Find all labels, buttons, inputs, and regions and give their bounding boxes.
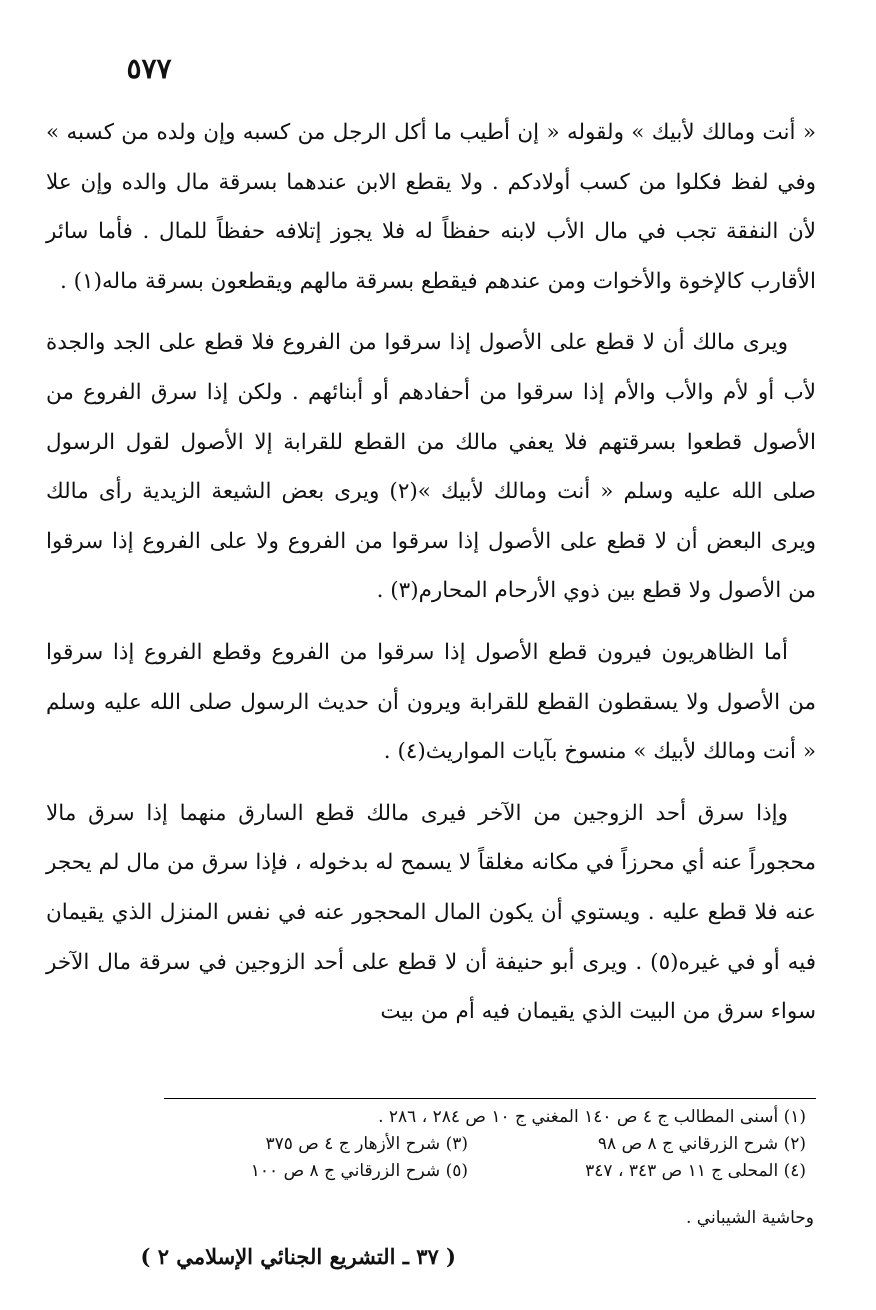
paragraph: « أنت ومالك لأبيك » ولقوله « إن أطيب ما أكل الرجل من كسبه وإن ولده من كسبه » وفي لفظ فكلوا من كسب أولادكم . ولا يقطع الابن عندهما بسرقة مال والده وإن علا لأن النفقة تجب في مال الأب لابنه حفظاً له فلا يجوز إتلافه حفظاً للمال . فأما سائر الأقارب كالإخوة والأخوات ومن عندهم فيقطع بسرقة مالهم ويقطعون بسرقة ماله(١) . [46,120,816,294]
footnote-4: (٤) المحلى ج ١١ ص ٣٤٣ ، ٣٤٧ [585,1161,806,1181]
footnote-1: (١) أسنى المطالب ج ٤ ص ١٤٠ المغني ج ١٠ ص ٢٨٤ ، ٢٨٦ . [378,1107,806,1127]
paragraph: ويرى مالك أن لا قطع على الأصول إذا سرقوا من الفروع فلا قطع على الجد والجدة لأب أو لأم والأب والأم إذا سرقوا من أحفادهم أو أبنائهم . ولكن إذا سرق الفروع من الأصول قطعوا بسرقتهم فلا يعفي مالك من القطع للقرابة إلا الأصول لقول الرسول صلى الله عليه وسلم « أنت ومالك لأبيك »(٢) ويرى بعض الشيعة الزيدية رأى مالك ويرى البعض أن لا قطع على الأصول إذا سرقوا من الفروع ولا على الفروع إذا سرقوا من الأصول ولا قطع بين ذوي الأرحام المحارم(٣) . [46,330,816,604]
paragraph: وإذا سرق أحد الزوجين من الآخر فيرى مالك قطع السارق منهما إذا سرق مالا محجوراً عنه أي محرزاً في مكانه مغلقاً لا يسمح له بدخوله ، فإذا سرق من مال لم يحجر عنه فلا قطع عليه . ويستوي أن يكون المال المحجور عنه في نفس المنزل الذي يقيمان فيه أو في غيره(٥) . ويرى أبو حنيفة أن لا قطع على أحد الزوجين في سرقة مال الآخر سواء سرق من البيت الذي يقيمان فيه أم من بيت [46,800,816,1025]
footnotes [130,1104,806,1185]
footnote-row [130,1158,806,1185]
footnote-row [130,1131,806,1158]
paragraph: أما الظاهريون فيرون قطع الأصول إذا سرقوا من الفروع وقطع الفروع إذا سرقوا من الأصول ولا يسقطون القطع للقرابة ويرون أن حديث الرسول صلى الله عليه وسلم « أنت ومالك لأبيك » منسوخ بآيات المواريث(٤) . [46,639,816,765]
footnote-5: (٥) شرح الزرقاني ج ٨ ص ١٠٠ [250,1161,468,1181]
footnote-2: (٢) شرح الزرقاني ج ٨ ص ٩٨ [597,1134,806,1154]
footnote-4-continuation: وحاشية الشيباني . [685,1208,814,1228]
body-text [46,108,816,1037]
running-footer: ( ٣٧ ـ التشريع الجنائي الإسلامي ٢ ) [140,1244,456,1269]
footnote-3: (٣) شرح الأزهار ج ٤ ص ٣٧٥ [265,1134,468,1154]
page-number: ٥٧٧ [126,52,172,85]
footnote-divider [164,1098,816,1099]
